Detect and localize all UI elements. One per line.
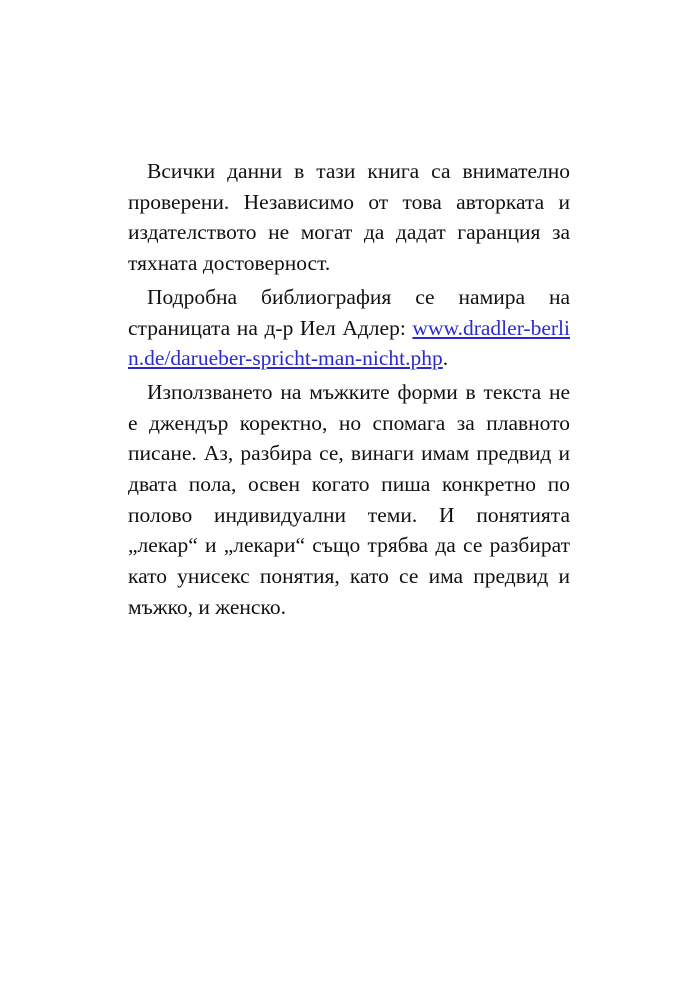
gender-note-text: Използването на мъжките форми в текста не е джендър коректно, но спомага за плавното писане. Аз, разбира се, винаги имам предвид и двата пола, освен когато пиша конкретно по полово индивидуални теми. И понятията „лекар“ и „лекари“ също трябва да се разбират като унисекс понятия, като се има предвид и мъжко, и женско. [128,379,570,619]
gender-note-paragraph [128,377,570,623]
bibliography-paragraph [128,282,570,374]
disclaimer-paragraph [128,156,570,279]
disclaimer-text-block [128,156,570,626]
disclaimer-text: Всички данни в тази книга са внимателно проверени. Независимо от това авторката и издателството не могат да дадат гаранция за тяхната достоверност. [128,159,570,276]
bibliography-link-part-1: www.dradler- [412,315,531,340]
bibliography-period: . [442,346,449,371]
bibliography-text: Подробна библиография се намира на страницата на д-р Иел Адлер: [128,284,570,340]
bibliography-link-part-2: berlin.de/darueber-spricht-man-nicht.php [128,315,570,371]
